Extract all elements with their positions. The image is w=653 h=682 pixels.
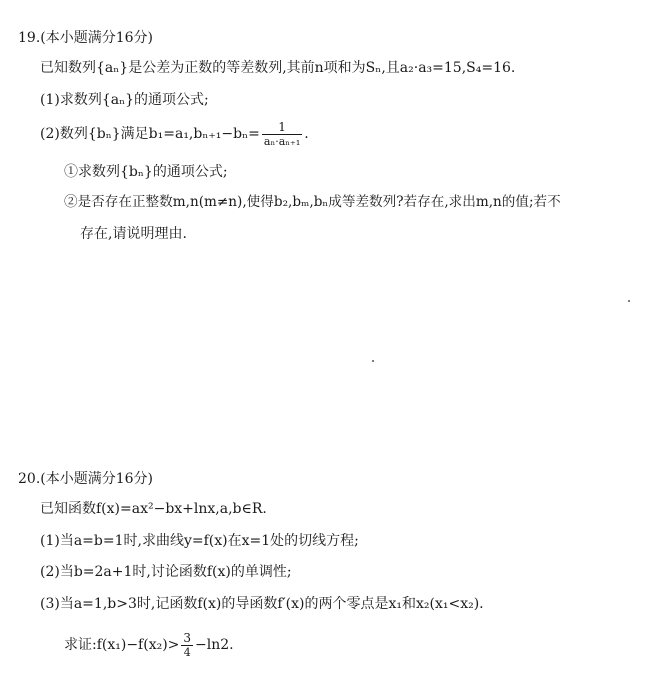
problem-20-part-2: (2)当b=2a+1时,讨论函数f(x)的单调性; <box>40 564 292 580</box>
proof-text: 求证:f(x₁)−f(x₂)> <box>64 637 180 653</box>
problem-20-header: 20.(本小题满分16分) <box>18 471 154 487</box>
fraction-denominator: aₙ·aₙ₊₁ <box>263 134 301 148</box>
fraction-numerator: 3 <box>183 630 192 645</box>
problem-19-stem: 已知数列{aₙ}是公差为正数的等差数列,其前n项和为Sₙ,且a₂·a₃=15,S₄=16. <box>40 60 516 76</box>
problem-19-part-1: (1)求数列{aₙ}的通项公式; <box>40 92 209 108</box>
problem-20-proof <box>64 628 234 662</box>
problem-20-stem: 已知函数f(x)=ax²−bx+lnx,a,b∈R. <box>40 501 267 517</box>
problem-19-sub-2-line-1: ②是否存在正整数m,n(m≠n),使得b₂,bₘ,bₙ成等差数列?若存在,求出m,n的值;若不 <box>64 194 561 210</box>
part-2-end: . <box>304 126 309 142</box>
fraction-denominator: 4 <box>183 645 191 659</box>
scan-speck <box>628 300 630 302</box>
problem-19-part-2 <box>40 119 309 149</box>
problem-19-header: 19.(本小题满分16分) <box>18 30 154 46</box>
fraction <box>181 632 193 659</box>
problem-19-sub-2-line-2: 存在,请说明理由. <box>80 226 187 242</box>
problem-19-sub-1: ①求数列{bₙ}的通项公式; <box>64 164 228 180</box>
problem-20-part-3: (3)当a=1,b>3时,记函数f(x)的导函数f′(x)的两个零点是x₁和x₂(x₁<x₂). <box>40 596 484 612</box>
fraction-numerator: 1 <box>262 121 302 135</box>
part-2-text: (2)数列{bₙ}满足b₁=a₁,bₙ₊₁−bₙ= <box>40 126 260 142</box>
scan-speck <box>372 360 374 362</box>
proof-end: −ln2. <box>195 637 234 653</box>
fraction <box>262 121 302 148</box>
problem-20-part-1: (1)当a=b=1时,求曲线y=f(x)在x=1处的切线方程; <box>40 533 359 549</box>
